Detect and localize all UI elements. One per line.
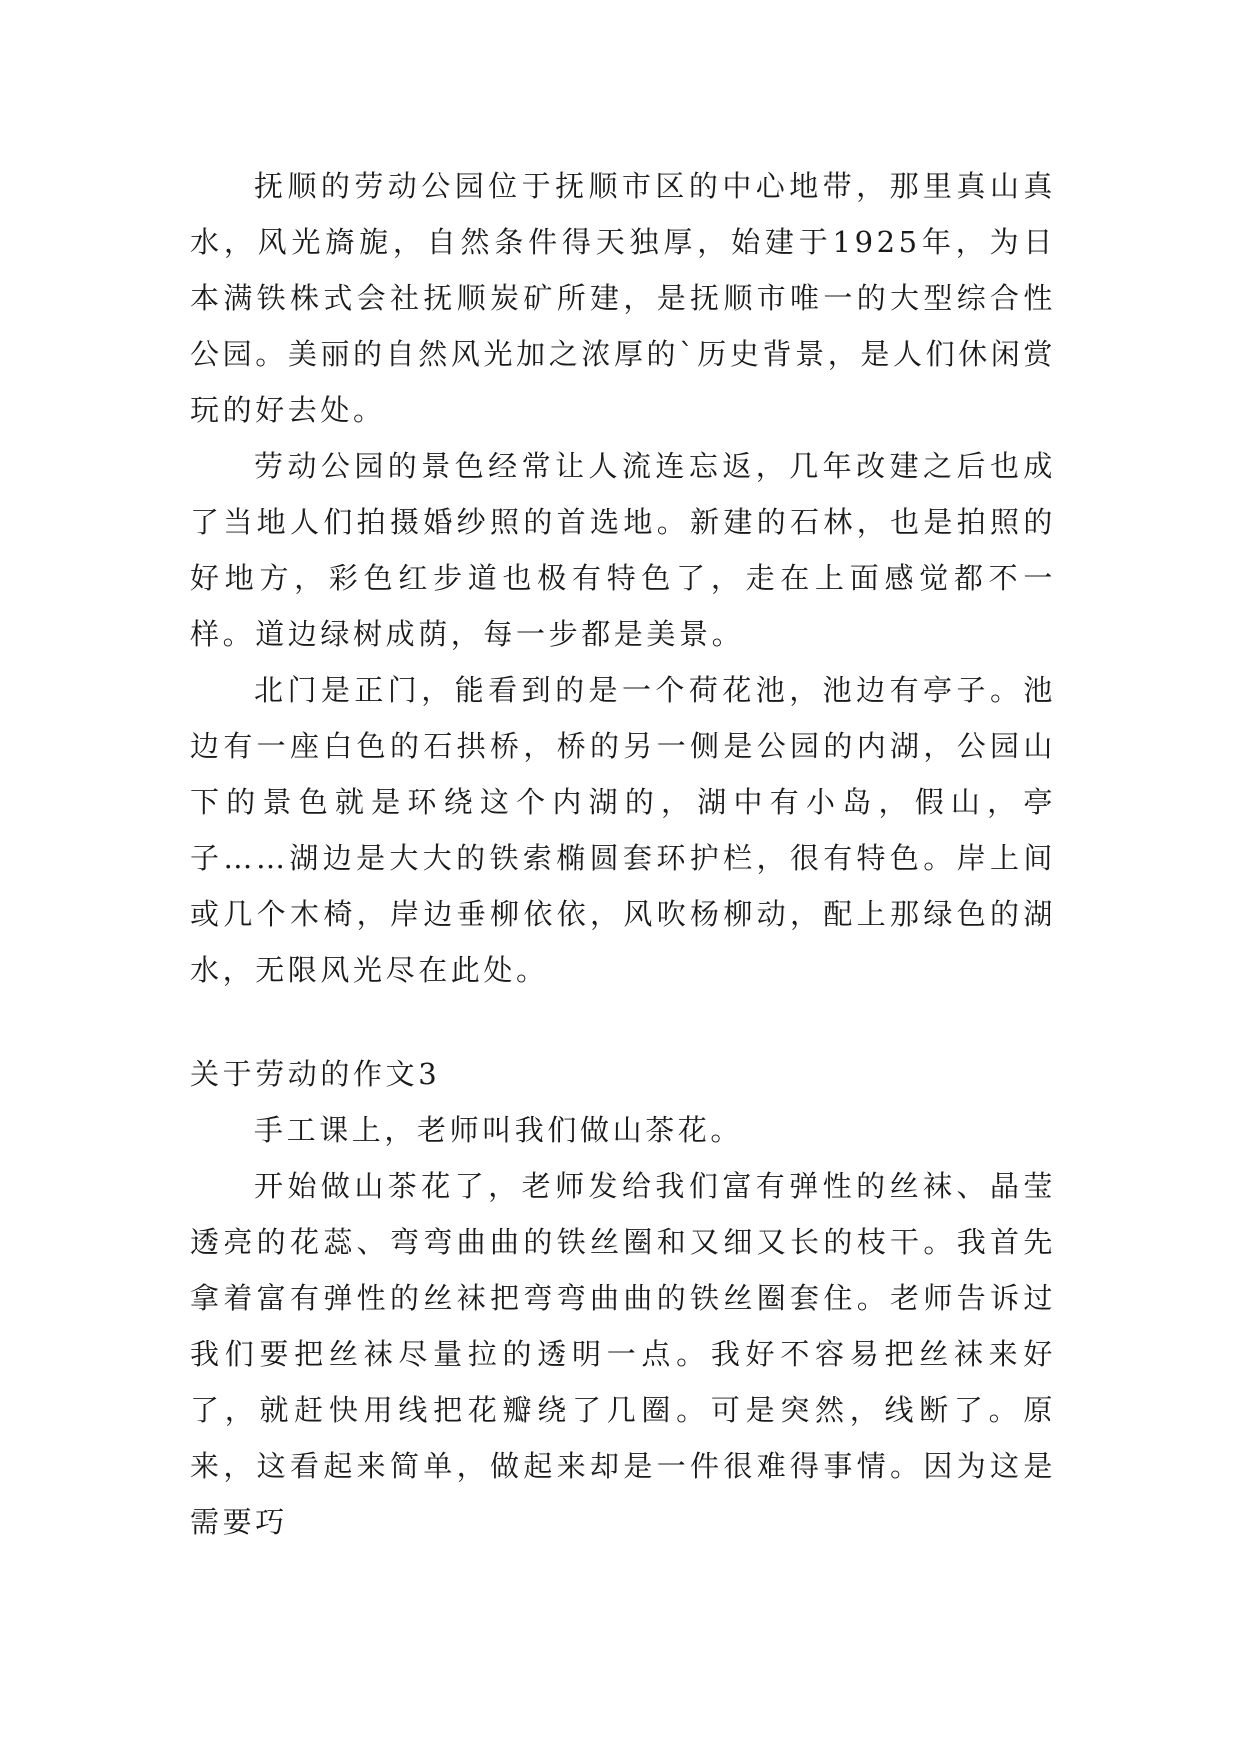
- paragraph: 手工课上，老师叫我们做山茶花。: [254, 1113, 744, 1147]
- paragraph: 北门是正门，能看到的是一个荷花池，池边有亭子。池边有一座白色的石拱桥，桥的另一侧是公园的内湖，公园山下的景色就是环绕这个内湖的，湖中有小岛，假山，亭子……湖边是大大的铁索椭圆套环护栏，很有特色。岸上间或几个木椅，岸边垂柳依依，风吹杨柳动，配上那绿色的湖水，无限风光尽在此处。: [190, 673, 1056, 987]
- paragraph: 劳动公园的景色经常让人流连忘返，几年改建之后也成了当地人们拍摄婚纱照的首选地。新建的石林，也是拍照的好地方，彩色红步道也极有特色了，走在上面感觉都不一样。道边绿树成荫，每一步都是美景。: [190, 449, 1056, 651]
- paragraph: 开始做山茶花了，老师发给我们富有弹性的丝袜、晶莹透亮的花蕊、弯弯曲曲的铁丝圈和又细又长的枝干。我首先拿着富有弹性的丝袜把弯弯曲曲的铁丝圈套住。老师告诉过我们要把丝袜尽量拉的透明一点。我好不容易把丝袜来好了，就赶快用线把花瓣绕了几圈。可是突然，线断了。原来，这看起来简单，做起来却是一件很难得事情。因为这是需要巧: [190, 1169, 1056, 1539]
- document-body: [190, 158, 1056, 1550]
- section-title: 关于劳动的作文3: [190, 1057, 441, 1091]
- paragraph: 抚顺的劳动公园位于抚顺市区的中心地带，那里真山真水，风光旖旎，自然条件得天独厚，始建于1925年，为日本满铁株式会社抚顺炭矿所建，是抚顺市唯一的大型综合性公园。美丽的自然风光加之浓厚的`历史背景，是人们休闲赏玩的好去处。: [190, 169, 1056, 427]
